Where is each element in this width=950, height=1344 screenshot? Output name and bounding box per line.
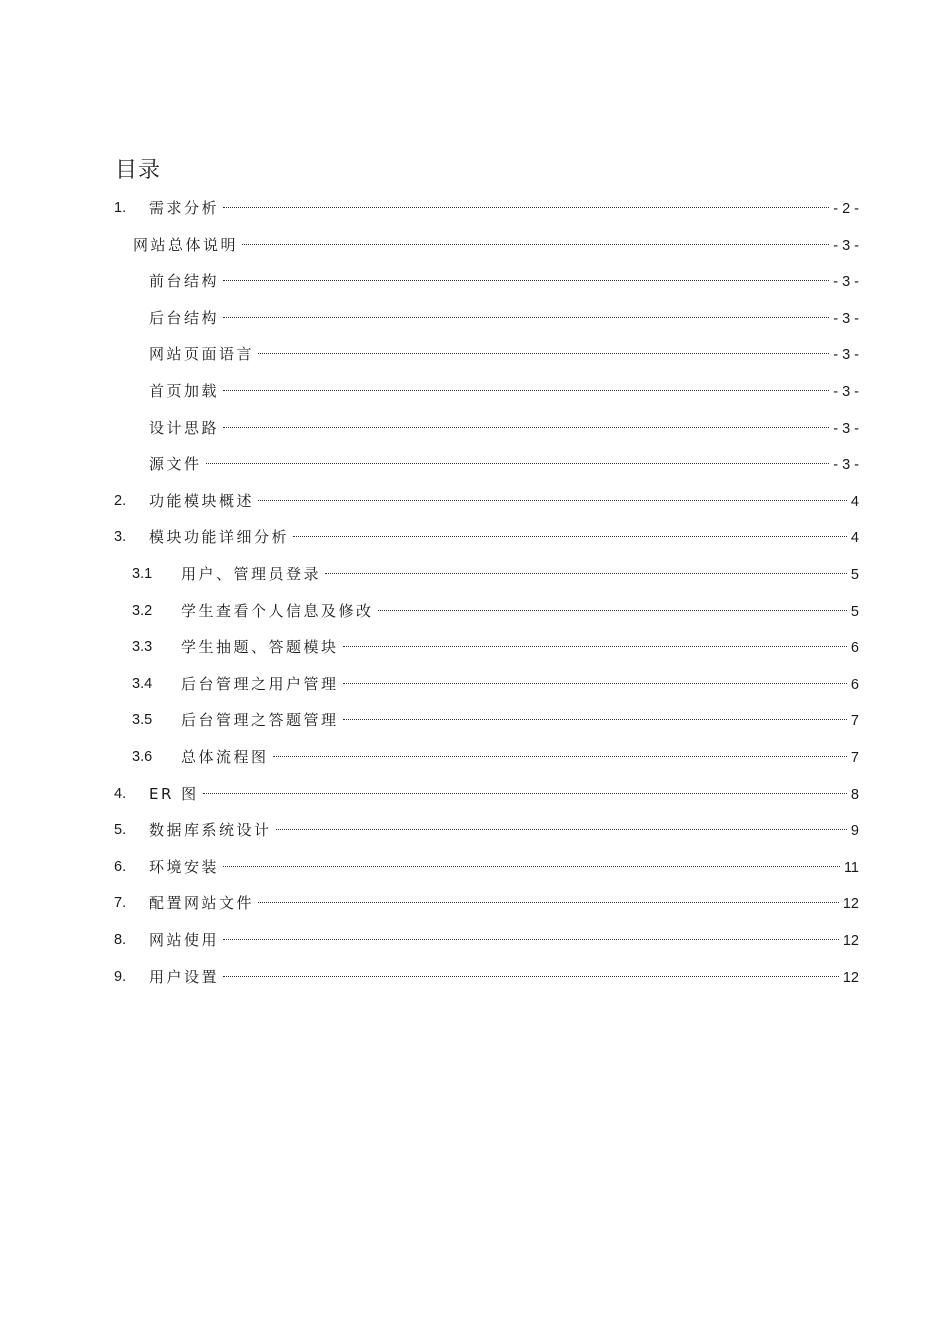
toc-entry-line xyxy=(181,563,859,585)
toc-entry-line xyxy=(149,380,859,402)
toc-entry-line xyxy=(149,526,859,548)
toc-entry-line xyxy=(181,636,859,658)
toc-entry-number: 3.2 xyxy=(132,602,153,619)
toc-entry[interactable] xyxy=(0,636,950,673)
dot-leader xyxy=(276,829,847,830)
toc-entry-page-number: 9 xyxy=(850,823,859,840)
toc-entry[interactable] xyxy=(0,490,950,527)
toc-entry-line xyxy=(149,856,859,878)
toc-entry[interactable] xyxy=(0,819,950,856)
toc-entry-page-number: - 3 - xyxy=(833,274,859,291)
toc-entry-page-number: - 3 - xyxy=(833,347,859,364)
toc-entry-title: 学生抽题、答题模块 xyxy=(181,638,339,657)
toc-entry[interactable] xyxy=(0,892,950,929)
toc-entry-page-number: 5 xyxy=(850,603,859,620)
toc-entry-line xyxy=(149,417,859,439)
toc-entry-page-number: 6 xyxy=(850,676,859,693)
toc-entry-page-number: - 3 - xyxy=(833,310,859,327)
dot-leader xyxy=(242,244,829,245)
toc-entry-number: 2. xyxy=(114,492,127,509)
toc-entry-title: 后台管理之答题管理 xyxy=(181,711,339,730)
toc-entry-title: 后台结构 xyxy=(149,308,220,327)
toc-entry-line xyxy=(181,600,859,622)
dot-leader xyxy=(223,207,829,208)
dot-leader xyxy=(223,390,829,391)
toc-entry-number: 9. xyxy=(114,968,127,985)
toc-entry[interactable] xyxy=(0,600,950,637)
toc-entry[interactable] xyxy=(0,783,950,820)
toc-entry-number: 6. xyxy=(114,858,127,875)
toc-entry-title: 配置网站文件 xyxy=(149,894,255,913)
toc-entry[interactable] xyxy=(0,746,950,783)
dot-leader xyxy=(206,463,830,464)
dot-leader xyxy=(223,939,839,940)
toc-entry[interactable] xyxy=(0,929,950,966)
toc-entry[interactable] xyxy=(0,417,950,454)
toc-entry-title: 学生查看个人信息及修改 xyxy=(181,601,374,620)
toc-entry-number: 3.1 xyxy=(132,566,153,582)
toc-entry-line xyxy=(181,709,859,731)
toc-entry-number: 3.4 xyxy=(132,675,153,692)
toc-entry-line xyxy=(149,453,859,475)
toc-entry-title: 模块功能详细分析 xyxy=(149,528,290,547)
toc-entry-page-number: 6 xyxy=(850,640,859,657)
toc-entry-number: 3.5 xyxy=(132,712,153,729)
toc-entry-title: 网站总体说明 xyxy=(133,235,239,254)
toc-entry-line xyxy=(149,307,859,329)
dot-leader xyxy=(343,646,847,647)
toc-entry-title: 首页加载 xyxy=(149,382,220,400)
dot-leader xyxy=(258,500,847,501)
toc-entry-page-number: - 3 - xyxy=(833,457,859,474)
toc-entry-line xyxy=(149,270,859,292)
toc-entry[interactable] xyxy=(0,307,950,344)
dot-leader xyxy=(258,902,839,903)
dot-leader xyxy=(293,536,847,537)
toc-entry-number: 5. xyxy=(114,822,127,839)
toc-entry[interactable] xyxy=(0,563,950,600)
toc-entry[interactable] xyxy=(0,709,950,746)
toc-entry-number: 1. xyxy=(114,200,127,216)
toc-entry-number: 4. xyxy=(114,785,127,802)
toc-entry-line xyxy=(181,746,859,768)
toc-entry-title: 需求分析 xyxy=(149,199,220,217)
dot-leader xyxy=(378,610,847,611)
toc-entry[interactable] xyxy=(0,673,950,710)
toc-entry-number: 7. xyxy=(114,895,127,912)
toc-entry-page-number: 8 xyxy=(850,786,859,803)
toc-entry-title: 前台结构 xyxy=(149,272,220,291)
toc-entry-page-number: 5 xyxy=(850,567,859,583)
dot-leader xyxy=(203,793,847,794)
toc-entry-page-number: 12 xyxy=(842,933,859,949)
toc-entry-page-number: 7 xyxy=(850,750,859,766)
toc-entry[interactable] xyxy=(0,197,950,234)
dot-leader xyxy=(273,756,847,757)
toc-entry-title: 功能模块概述 xyxy=(149,491,255,510)
toc-entry-page-number: - 3 - xyxy=(833,384,859,400)
toc-entry-line xyxy=(149,892,859,914)
toc-entry-page-number: - 2 - xyxy=(833,201,859,217)
dot-leader xyxy=(223,317,829,318)
toc-entry-number: 3. xyxy=(114,529,127,546)
toc-entry[interactable] xyxy=(0,526,950,563)
toc-entry-line xyxy=(149,783,859,805)
toc-entry-page-number: 11 xyxy=(843,859,859,876)
toc-entry-page-number: 4 xyxy=(850,530,859,547)
dot-leader xyxy=(343,719,847,720)
toc-entry-title: 总体流程图 xyxy=(181,748,269,766)
toc-entry[interactable] xyxy=(0,234,950,271)
toc-entry[interactable] xyxy=(0,343,950,380)
dot-leader xyxy=(223,427,829,428)
toc-entry-title: 用户设置 xyxy=(149,967,220,986)
toc-entry[interactable] xyxy=(0,856,950,893)
toc-entry-title: 网站页面语言 xyxy=(149,345,255,364)
toc-entry-title: 设计思路 xyxy=(149,418,220,437)
toc-entry-number: 3.6 xyxy=(132,749,153,765)
dot-leader xyxy=(223,976,839,977)
toc-entry[interactable] xyxy=(0,453,950,490)
toc-entry-line xyxy=(133,234,859,256)
toc-entry-title: 用户、管理员登录 xyxy=(181,565,322,583)
toc-entry-line xyxy=(149,197,859,219)
dot-leader xyxy=(258,353,829,354)
toc-entry-title: 源文件 xyxy=(149,455,202,474)
toc-entry-page-number: 7 xyxy=(850,713,859,730)
toc-entry-page-number: 4 xyxy=(850,493,859,510)
toc-title: 目录 xyxy=(115,158,162,183)
toc-entry-title: 环境安装 xyxy=(149,857,220,876)
toc-entry-line xyxy=(149,490,859,512)
toc-entry-number: 8. xyxy=(114,932,127,948)
dot-leader xyxy=(343,683,847,684)
toc-entry-line xyxy=(149,966,859,988)
toc-entry-line xyxy=(181,673,859,695)
toc-entry-title: 网站使用 xyxy=(149,931,220,949)
dot-leader xyxy=(325,573,847,574)
toc-entry-page-number: - 3 - xyxy=(833,237,859,254)
toc-entry[interactable] xyxy=(0,270,950,307)
toc-entry-title: ER 图 xyxy=(149,784,199,803)
toc-entry-page-number: 12 xyxy=(842,969,859,986)
toc-entry-page-number: - 3 - xyxy=(833,420,859,437)
toc-entry-line xyxy=(149,819,859,841)
toc-entry-line xyxy=(149,929,859,951)
toc-entry-number: 3.3 xyxy=(132,639,153,656)
toc-entry-title: 数据库系统设计 xyxy=(149,821,272,840)
dot-leader xyxy=(223,866,840,867)
toc-entry-title: 后台管理之用户管理 xyxy=(181,674,339,693)
dot-leader xyxy=(223,280,829,281)
toc-entry-line xyxy=(149,343,859,365)
toc-entry[interactable] xyxy=(0,966,950,1003)
toc-entry[interactable] xyxy=(0,380,950,417)
toc-entry-page-number: 12 xyxy=(842,896,859,913)
